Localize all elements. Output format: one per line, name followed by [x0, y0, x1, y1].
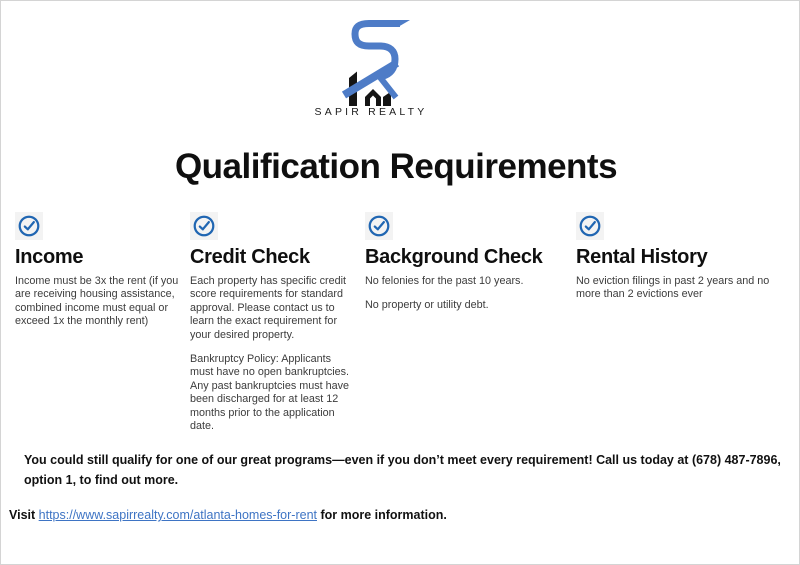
check-circle-icon [576, 212, 604, 240]
check-circle-icon [190, 212, 218, 240]
column-heading-income: Income [15, 246, 84, 268]
column-body-rental-history [576, 275, 792, 302]
visit-prefix: Visit [9, 508, 39, 522]
column-paragraph: No eviction filings in past 2 years and no more than 2 evictions ever [576, 275, 770, 301]
check-circle-icon [365, 212, 393, 240]
website-link[interactable]: https://www.sapirrealty.com/atlanta-homes-for-rent [38, 508, 317, 522]
visit-suffix: for more information. [317, 508, 447, 522]
column-paragraph: No felonies for the past 10 years. [365, 275, 524, 287]
promo-line-2: option 1, to find out more. [24, 473, 179, 487]
column-heading-rental-history: Rental History [576, 246, 708, 268]
brand-name: SAPIR REALTY [314, 106, 428, 118]
column-paragraph: Each property has specific credit score requirements for standard approval. Please contact us to learn the exact requirement for your desired property. [190, 275, 347, 341]
qualification-column-credit-check [190, 212, 352, 444]
column-heading-background-check: Background Check [365, 246, 543, 268]
promo-line-1: You could still qualify for one of our great programs—even if you don’t meet every requirement! Call us today at (678) 487-7896, [24, 453, 781, 467]
column-body-background-check [365, 275, 563, 313]
qualification-column-income [15, 212, 179, 340]
column-paragraph: Bankruptcy Policy: Applicants must have no open bankruptcies. Any past bankruptcies must have been discharged for at least 12 months prior to the application date. [190, 353, 350, 433]
qualification-column-rental-history [576, 212, 792, 313]
qualification-column-background-check [365, 212, 563, 324]
promo-text [24, 450, 784, 490]
sapir-realty-logo-icon [337, 13, 423, 109]
visit-line [9, 508, 789, 522]
check-circle-icon [15, 212, 43, 240]
column-body-credit-check [190, 275, 352, 433]
page-title: Qualification Requirements [174, 147, 618, 186]
column-paragraph: Income must be 3x the rent (if you are receiving housing assistance, combined income must equal or exceed 1x the monthly rent) [15, 275, 179, 328]
column-paragraph: No property or utility debt. [365, 299, 489, 312]
column-heading-credit-check: Credit Check [190, 246, 310, 268]
column-body-income [15, 275, 179, 329]
